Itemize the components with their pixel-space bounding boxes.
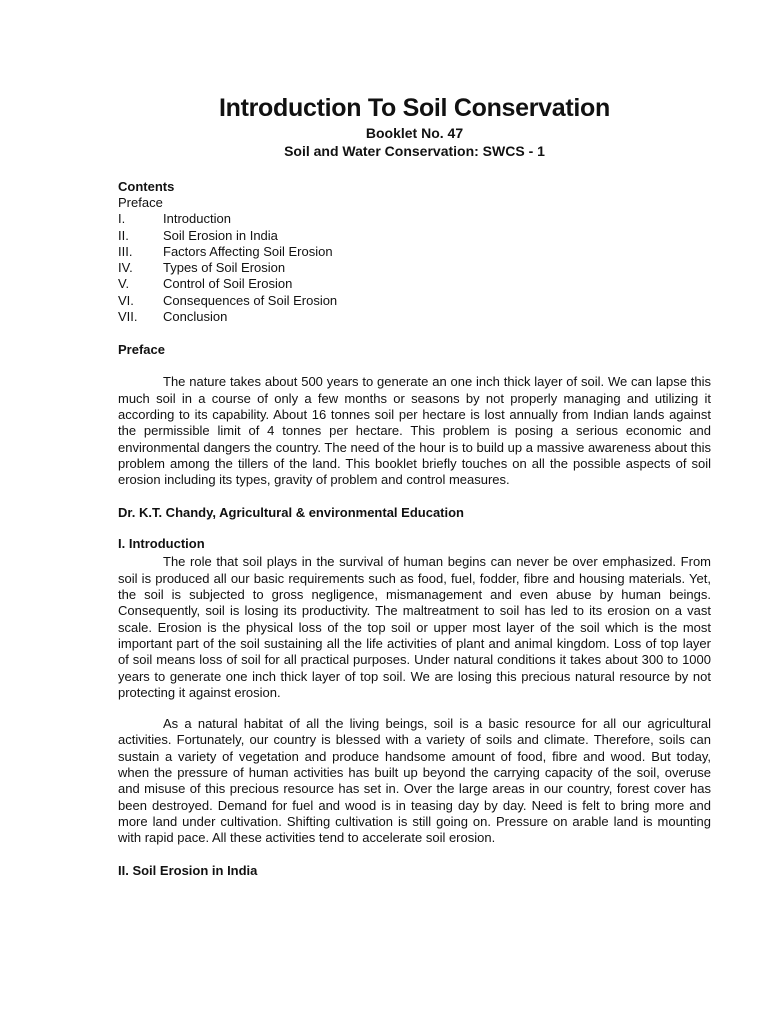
preface-paragraph: The nature takes about 500 years to generate an one inch thick layer of soil. We can lapse this much soil in a course of only a few months or seasons by not properly managing and utilizing it according to its capability. About 16 tonnes soil per hectare is lost annually from Indian lands against the permissible limit of 4 tonnes per hectare. This problem is posing a serious economic and environmental dangers the country. The need of the hour is to build up a massive awareness about this problem among the tillers of the land. This booklet briefly touches on all the possible aspects of soil erosion including its types, gravity of problem and control measures. [118, 374, 711, 488]
toc-item-number: VI. [118, 292, 134, 308]
toc-item-number: VII. [118, 309, 138, 325]
toc-item [118, 293, 711, 309]
toc-item [118, 211, 711, 227]
toc-item [118, 228, 711, 244]
introduction-paragraph-1: The role that soil plays in the survival of human begins can never be over emphasized. From soil is produced all our basic requirements such as food, fuel, fodder, fibre and housing materials. Yet, the soil is subjected to gross negligence, mismanagement and even abuse by human beings. Consequently, soil is losing its productivity. The maltreatment to soil has led to its erosion on a vast scale. Erosion is the physical loss of the top soil or upper most layer of the soil which is the most important part of the soil sustaining all the life activities of plant and animal kingdom. Loss of top layer of soil means loss of soil for all practical purposes. Under natural conditions it takes about 300 to 1000 years to generate one inch thick layer of top soil. We are losing this precious natural resource by not protecting it against erosion. [118, 554, 711, 700]
series-title: Soil and Water Conservation: SWCS - 1 [284, 143, 545, 159]
toc-item-number: V. [118, 276, 130, 292]
document-title: Introduction To Soil Conservation [218, 94, 611, 122]
toc-item [118, 309, 711, 325]
toc-item-label: Conclusion [163, 309, 228, 325]
introduction-paragraph-2: As a natural habitat of all the living beings, soil is a basic resource for all our agricultural activities. Fortunately, our country is blessed with a variety of soils and climate. Therefore, soils can sustain a variety of vegetation and produce handsome amount of food, fibre and wood. But today, when the pressure of human activities has built up beyond the carrying capacity of the soil, overuse and misuse of this precious resource has set in. Over the large areas in our country, forest cover has been destroyed. Demand for fuel and wood is in teasing day by day. Need is felt to bring more and more land under cultivation. Shifting cultivation is still going on. Pressure on arable land is mounting with rapid pace. All these activities tend to accelerate soil erosion. [118, 716, 711, 846]
toc-item-number: II. [118, 227, 129, 243]
toc-item-number: IV. [118, 260, 133, 276]
toc-item [118, 244, 711, 260]
introduction-heading: I. Introduction [118, 536, 205, 552]
preface-heading: Preface [118, 342, 165, 358]
toc-item-preface [118, 195, 711, 211]
toc-item-label: Factors Affecting Soil Erosion [163, 243, 333, 259]
toc-item-label: Preface [118, 195, 163, 210]
toc-item-number: III. [118, 243, 133, 259]
booklet-number: Booklet No. 47 [365, 125, 464, 141]
toc-item-label: Soil Erosion in India [163, 227, 278, 243]
toc-item-label: Types of Soil Erosion [163, 260, 286, 276]
soil-erosion-india-heading: II. Soil Erosion in India [118, 862, 258, 878]
author-line: Dr. K.T. Chandy, Agricultural & environmental Education [118, 505, 464, 521]
toc-item-label: Consequences of Soil Erosion [163, 292, 338, 308]
toc-item [118, 276, 711, 292]
toc-item [118, 260, 711, 276]
table-of-contents [118, 195, 711, 325]
toc-item-label: Control of Soil Erosion [163, 276, 293, 292]
toc-item-number: I. [118, 211, 126, 227]
contents-heading: Contents [118, 179, 175, 194]
toc-item-label: Introduction [163, 211, 231, 227]
